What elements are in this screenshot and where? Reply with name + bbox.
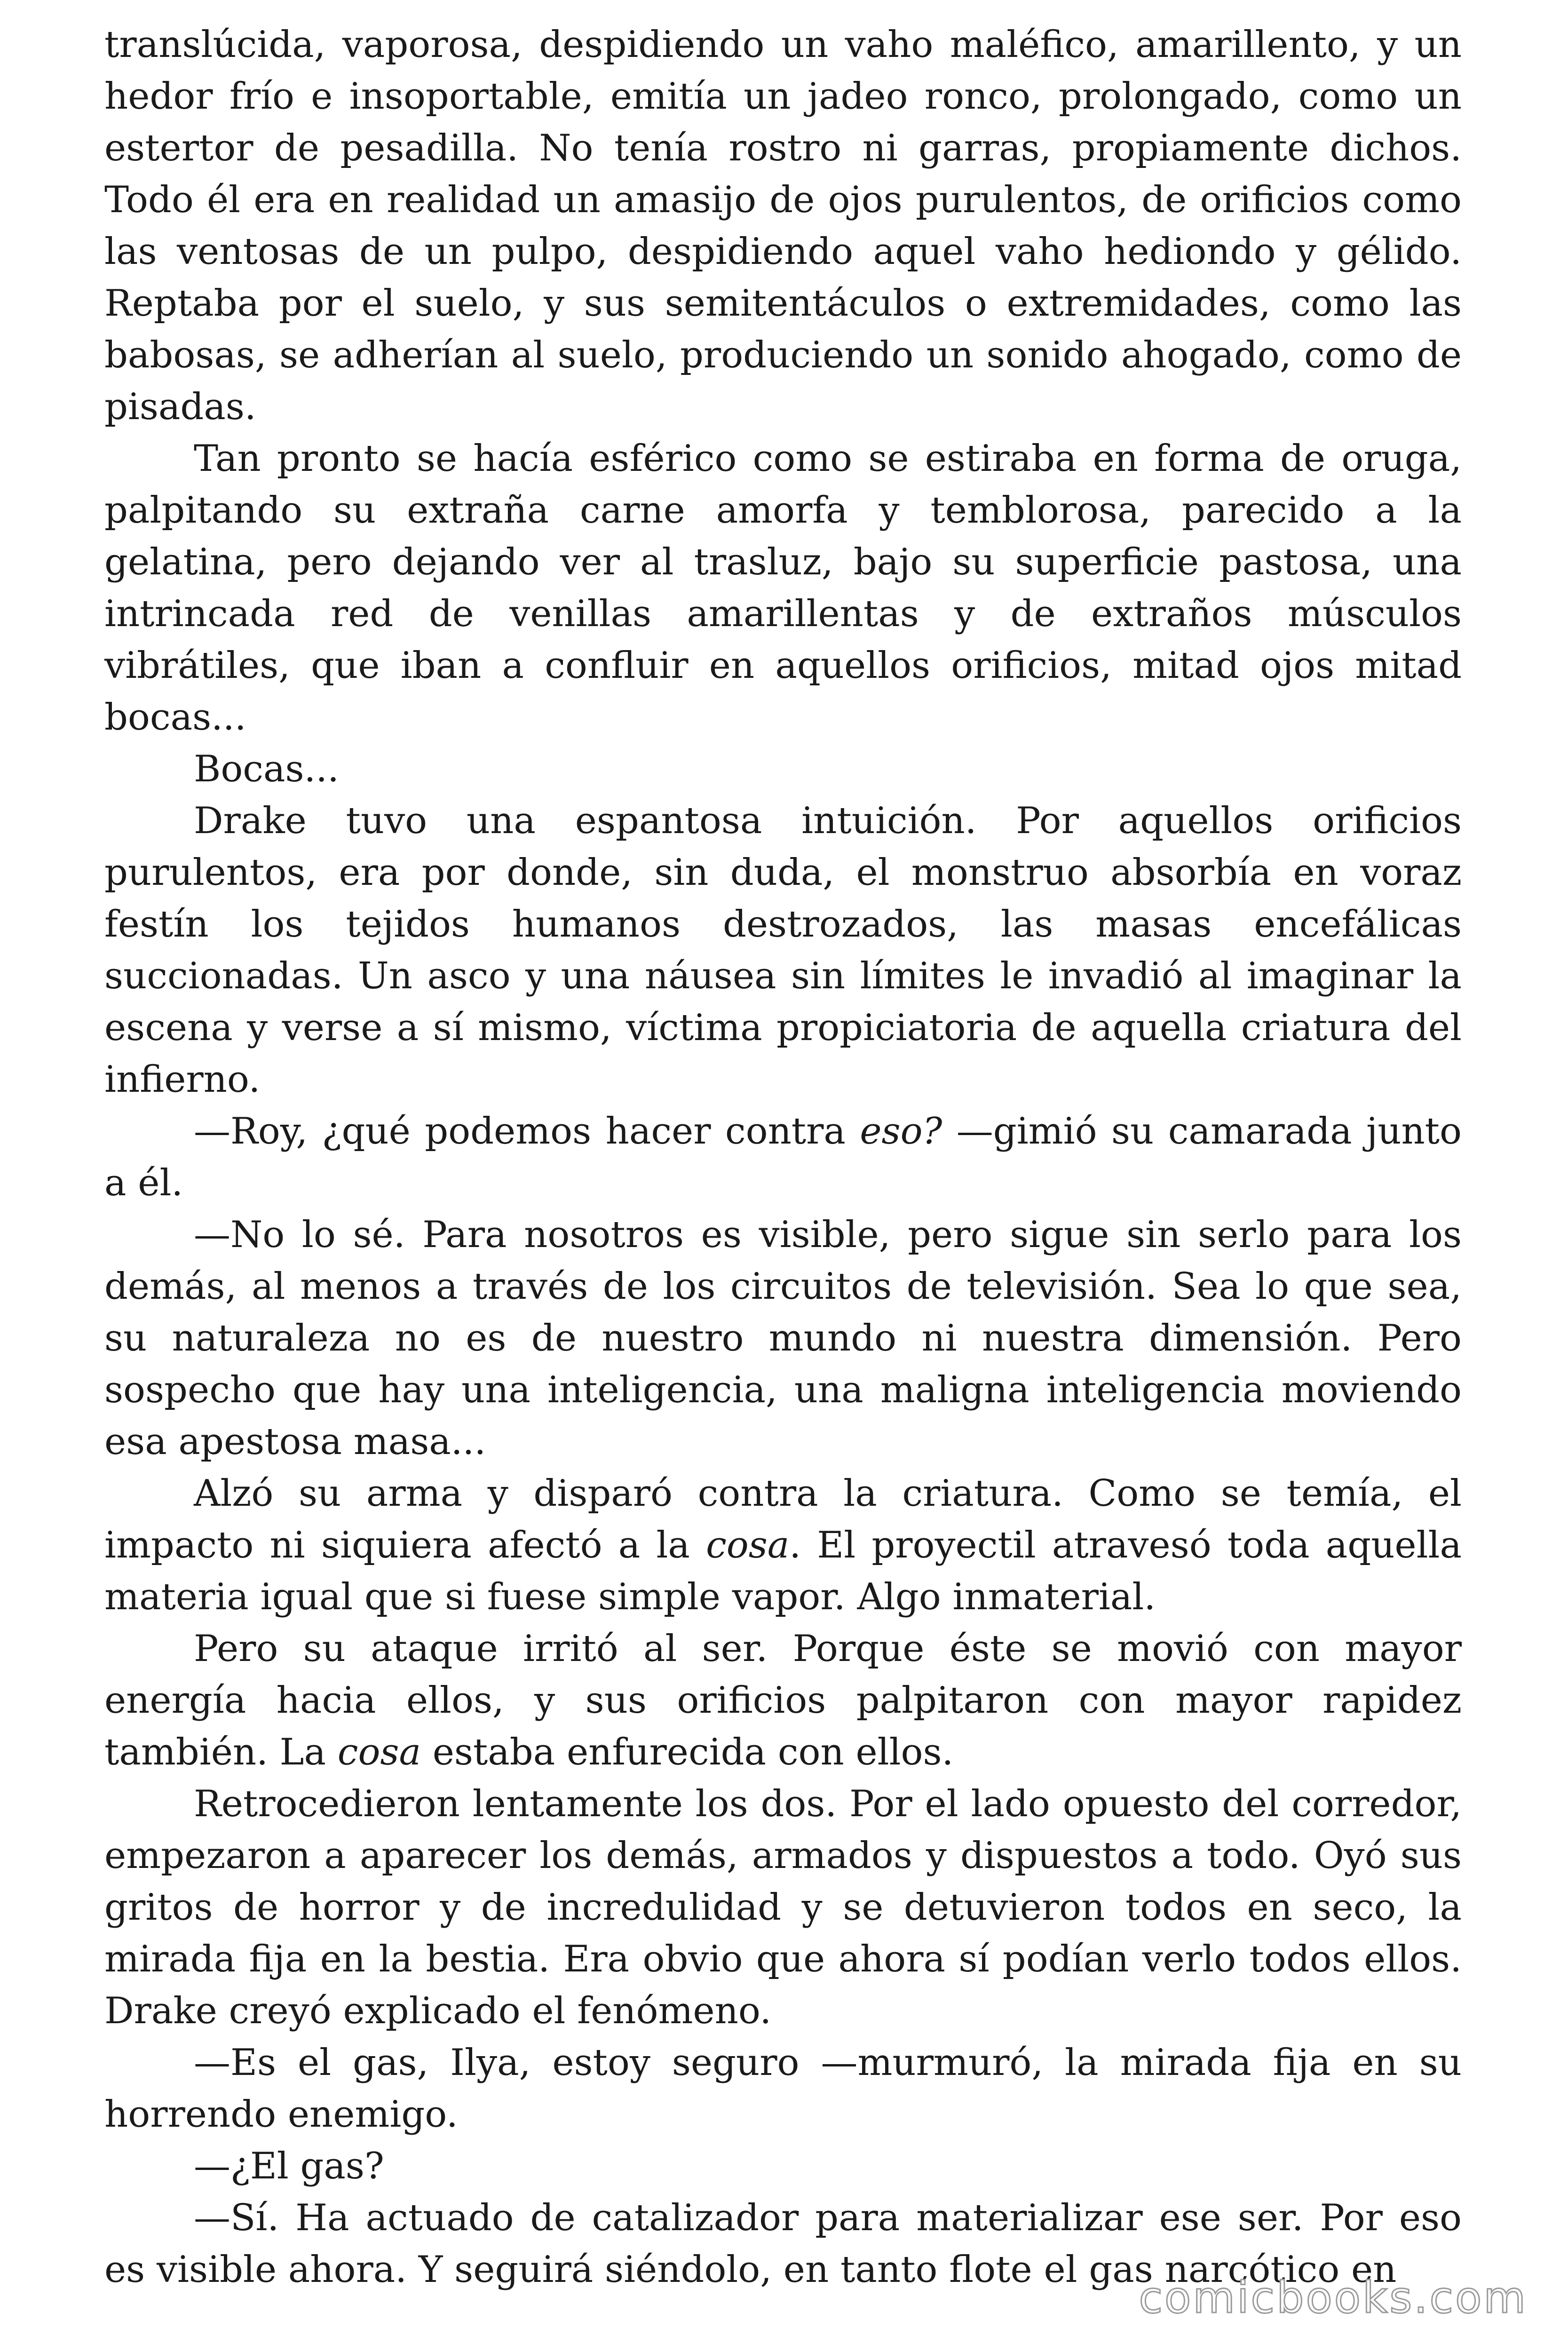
watermark: comicbooks.com [1139,2273,1528,2323]
page-body [104,19,1462,2296]
paragraph [104,433,1462,743]
text-segment: estaba enfurecida con ellos. [420,1731,954,1773]
text-segment: —Es el gas, Ilya, estoy seguro —murmuró, la mirada fija en su horrendo enemigo. [104,2042,1462,2136]
text-segment: —Sí. Ha actuado de catalizador para materializar ese ser. Por eso es visible ahora. Y seguirá siéndolo, en tanto flote el gas narcótico en [104,2197,1462,2291]
text-segment: translúcida, vaporosa, despidiendo un vaho maléfico, amarillento, y un hedor frío e insoportable, emitía un jadeo ronco, prolongado, como un estertor de pesadilla. No tenía rostro ni garras, propiamente dichos. Todo él era en realidad un amasijo de ojos purulentos, de orificios como las ventosas de un pulpo, despidiendo aquel vaho hediondo y gélido. Reptaba por el suelo, y sus semitentáculos o extremidades, como las babosas, se adherían al suelo, produciendo un sonido ahogado, como de pisadas. [104,24,1462,428]
italic-text: eso? [860,1110,942,1152]
text-segment: Pero su ataque irritó al ser. Porque éste se movió con mayor energía hacia ellos, y sus orificios palpitaron con mayor rapidez también. La [104,1628,1462,1773]
italic-text: cosa [706,1524,790,1566]
text-segment: Alzó su arma y disparó contra la criatura. Como se temía, el impacto ni siquiera afectó a la [104,1472,1462,1566]
text-segment: . El proyectil atravesó toda aquella materia igual que si fuese simple vapor. Algo inmaterial. [104,1524,1462,1618]
paragraph [104,19,1462,433]
text-segment: Drake tuvo una espantosa intuición. Por aquellos orificios purulentos, era por donde, sin duda, el monstruo absorbía en voraz festín los tejidos humanos destrozados, las masas encefálicas succionadas. Un asco y una náusea sin límites le invadió al imaginar la escena y verse a sí mismo, víctima propiciatoria de aquella criatura del infierno. [104,800,1462,1101]
text-segment: —No lo sé. Para nosotros es visible, pero sigue sin serlo para los demás, al menos a través de los circuitos de televisión. Sea lo que sea, su naturaleza no es de nuestro mundo ni nuestra dimensión. Pero sospecho que hay una inteligencia, una maligna inteligencia moviendo esa apestosa masa... [104,1214,1462,1463]
text-segment: —gimió su camarada junto a él. [104,1110,1462,1204]
text-segment: —¿El gas? [194,2145,384,2187]
text-segment: Tan pronto se hacía esférico como se estiraba en forma de oruga, palpitando su extraña carne amorfa y temblorosa, parecido a la gelatina, pero dejando ver al trasluz, bajo su superficie pastosa, una intrincada red de venillas amarillentas y de extraños músculos vibrátiles, que iban a confluir en aquellos orificios, mitad ojos mitad bocas... [104,437,1462,739]
paragraph [104,2140,1462,2192]
paragraph [104,2037,1462,2140]
italic-text: cosa [337,1731,421,1773]
paragraph [104,1778,1462,2037]
paragraph [104,1623,1462,1778]
text-segment: Bocas... [194,748,339,790]
text-segment: —Roy, ¿qué podemos hacer contra [194,1110,860,1152]
paragraph [104,1468,1462,1623]
paragraph [104,795,1462,1105]
paragraph [104,1105,1462,1209]
paragraph [104,743,1462,795]
text-segment: Retrocedieron lentamente los dos. Por el lado opuesto del corredor, empezaron a aparecer los demás, armados y dispuestos a todo. Oyó sus gritos de horror y de incredulidad y se detuvieron todos en seco, la mirada fija en la bestia. Era obvio que ahora sí podían verlo todos ellos. Drake creyó explicado el fenómeno. [104,1783,1462,2032]
paragraph [104,1209,1462,1468]
